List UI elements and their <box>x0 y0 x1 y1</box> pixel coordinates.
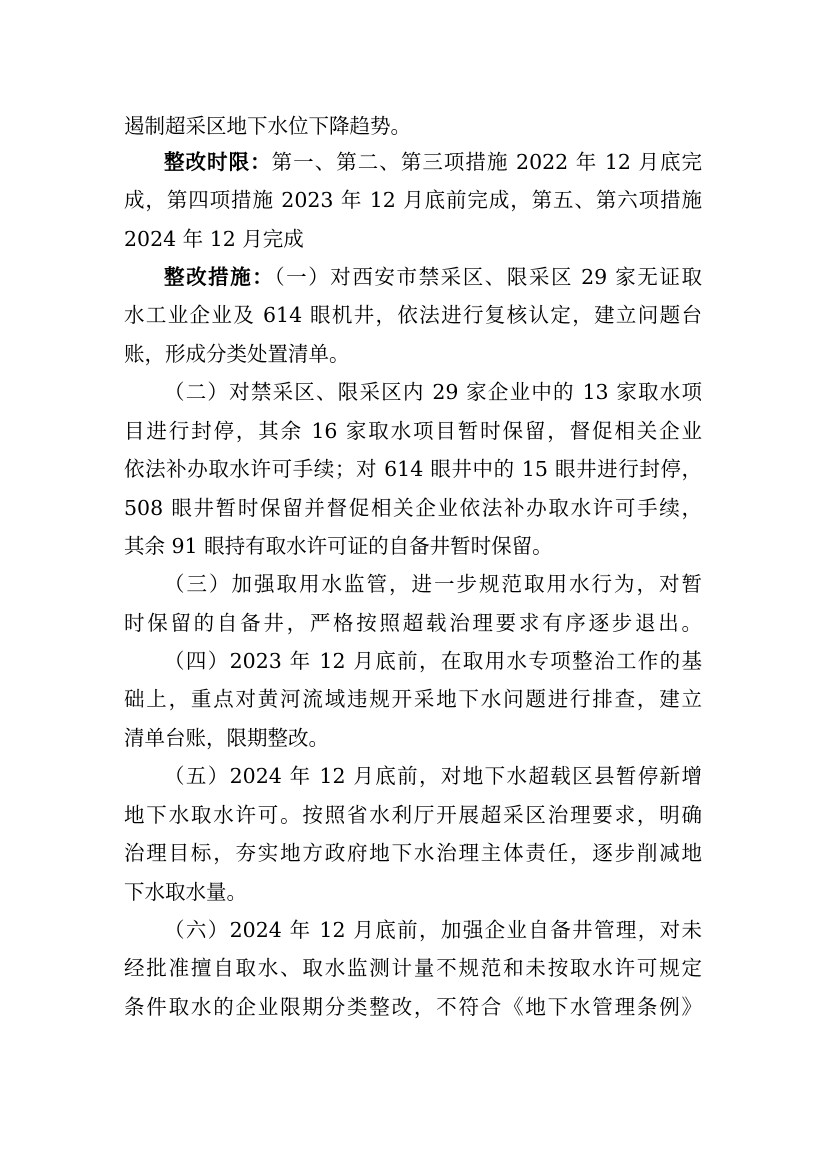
text-segment: 第一、第二、第三项措施 2022 年 12 月底完 <box>271 150 702 174</box>
text-line: 水工业企业及 614 眼机井，依法进行复核认定，建立问题台 <box>124 303 702 327</box>
deadline-paragraph-line <box>164 144 702 180</box>
text-line: 其余 91 眼持有取水许可证的自备井暂时保留。 <box>124 534 553 558</box>
text-line: 账，形成分类处置清单。 <box>124 342 350 366</box>
text-line: 遏制超采区地下水位下降趋势。 <box>124 114 411 138</box>
measure-5-line: （五）2024 年 12 月底前，对地下水超载区县暂停新增 <box>164 764 702 788</box>
text-line: 目进行封停，其余 16 家取水项目暂时保留，督促相关企业 <box>124 419 702 443</box>
text-line: 经批准擅自取水、取水监测计量不规范和未按取水许可规定 <box>124 956 702 980</box>
text-line: 清单台账，限期整改。 <box>124 726 329 750</box>
measure-4-line: （四）2023 年 12 月底前，在取用水专项整治工作的基 <box>164 649 702 673</box>
text-line: 下水取水量。 <box>124 880 247 904</box>
text-line: 条件取水的企业限期分类整改，不符合《地下水管理条例》 <box>124 995 702 1019</box>
text-line: 治理目标，夯实地方政府地下水治理主体责任，逐步削减地 <box>124 841 702 865</box>
text-segment: （一）对西安市禁采区、限采区 29 家无证取 <box>274 265 702 289</box>
text-line: 础上，重点对黄河流域违规开采地下水问题进行排查，建立 <box>124 687 702 711</box>
measure-6-line: （六）2024 年 12 月底前，加强企业自备井管理，对未 <box>164 918 702 942</box>
text-line: 成，第四项措施 2023 年 12 月底前完成，第五、第六项措施 <box>124 188 702 212</box>
text-line: 依法补办取水许可手续；对 614 眼井中的 15 眼井进行封停， <box>124 457 702 481</box>
text-line: 时保留的自备井，严格按照超载治理要求有序逐步退出。 <box>124 611 702 635</box>
text-line: 508 眼井暂时保留并督促相关企业依法补办取水许可手续， <box>124 496 702 520</box>
measure-2-line: （二）对禁采区、限采区内 29 家企业中的 13 家取水项 <box>164 380 702 404</box>
measure-3-line: （三）加强取用水监管，进一步规范取用水行为，对暂 <box>164 572 702 596</box>
text-line: 2024 年 12 月完成 <box>124 227 304 251</box>
text-line: 地下水取水许可。按照省水利厅开展超采区治理要求，明确 <box>124 803 702 827</box>
measures-label: 整改措施： <box>164 265 275 289</box>
deadline-label: 整改时限： <box>164 150 272 174</box>
measures-paragraph-line <box>164 259 702 295</box>
